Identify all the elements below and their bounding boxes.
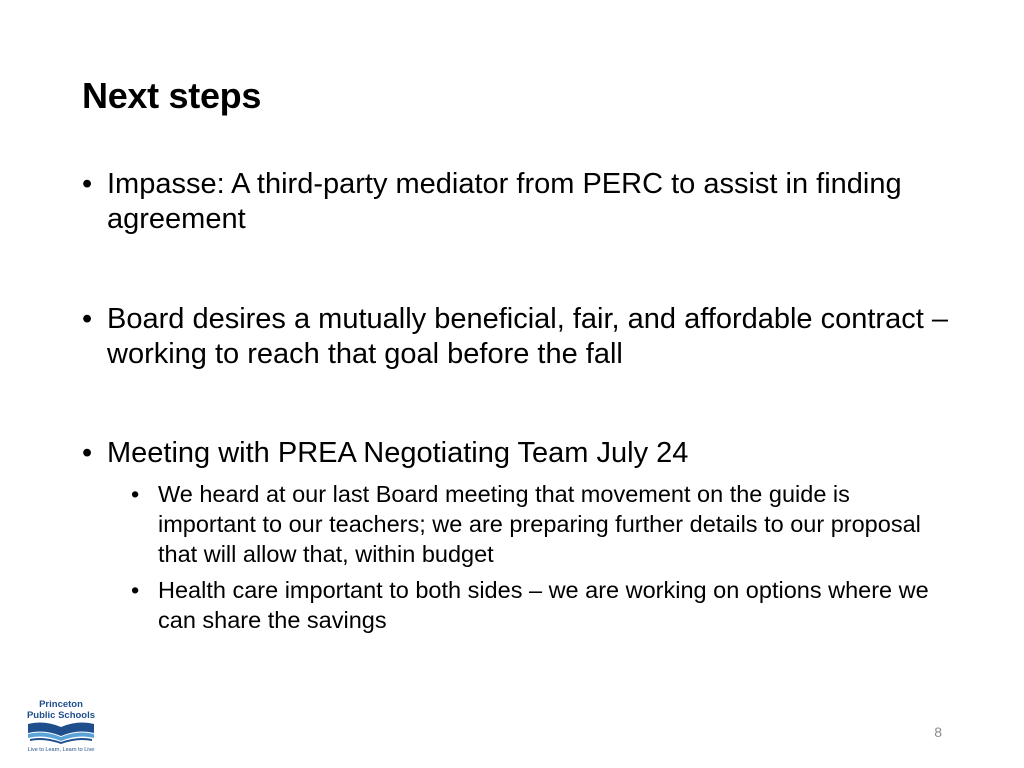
sub-bullet-text: Health care important to both sides – we are working on options where we can share the savings <box>158 577 929 633</box>
logo-name-line1: Princeton <box>39 699 83 710</box>
bullet-marker: • <box>82 168 93 200</box>
bullet-item <box>82 436 962 471</box>
bullet-item <box>82 302 962 372</box>
slide-title: Next steps <box>82 75 262 116</box>
logo-name-line2: Public Schools <box>26 710 96 721</box>
sub-bullet-item <box>131 575 931 635</box>
bullet-marker: • <box>82 437 93 469</box>
bullet-item <box>82 167 962 237</box>
page-number: 8 <box>934 724 942 740</box>
sub-bullet-text: We heard at our last Board meeting that movement on the guide is important to our teachers; we are preparing further details to our proposal that will allow that, within budget <box>158 481 921 567</box>
bullet-text: Meeting with PREA Negotiating Team July 24 <box>107 437 689 469</box>
school-logo <box>25 699 97 761</box>
bullet-marker: • <box>82 303 93 335</box>
sub-bullet-marker: • <box>131 577 140 603</box>
logo-tagline: Live to Learn, Learn to Live <box>27 747 95 753</box>
bullet-text: Impasse: A third-party mediator from PERC to assist in finding agreement <box>107 168 902 235</box>
sub-bullet-item <box>131 479 931 569</box>
open-book-icon <box>26 721 96 747</box>
bullet-text: Board desires a mutually beneficial, fair, and affordable contract – working to reach that goal before the fall <box>107 303 948 370</box>
sub-bullet-marker: • <box>131 481 140 507</box>
